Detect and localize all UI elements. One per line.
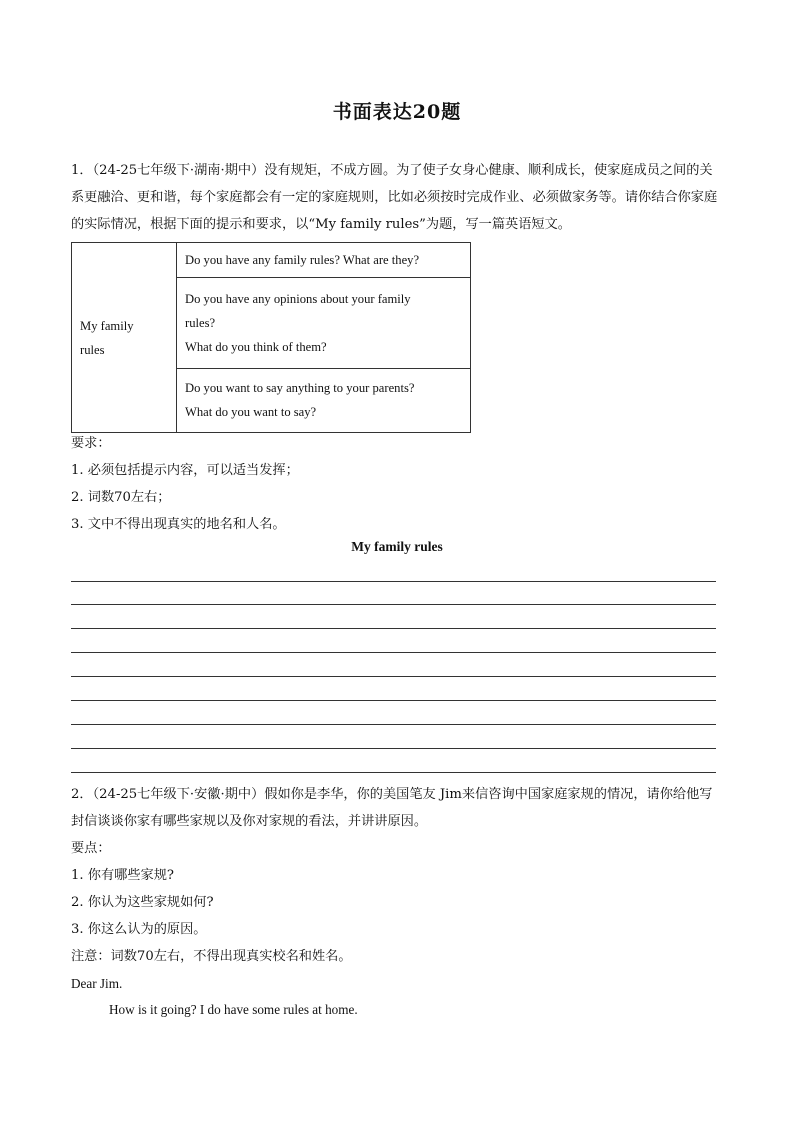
- point-1: 1. 你有哪些家规?: [71, 868, 174, 883]
- writing-line[interactable]: [71, 581, 716, 605]
- essay-title: My family rules: [351, 539, 443, 554]
- table-label-line2: rules: [80, 342, 105, 357]
- points-heading: 要点：: [71, 841, 111, 856]
- prompt-3-line1: Do you want to say anything to your parents?: [185, 381, 415, 396]
- family-rules-table: [71, 242, 471, 433]
- writing-line[interactable]: [71, 653, 716, 677]
- note: 注意：词数70左右，不得出现真实校名和姓名。: [71, 949, 352, 964]
- writing-top-rule: [71, 581, 716, 582]
- prompt-2-line3: What do you think of them?: [185, 339, 327, 354]
- prompt-cell-3: [177, 368, 471, 432]
- page-title: 书面表达20题: [332, 101, 462, 123]
- requirement-1: 1. 必须包括提示内容，可以适当发挥；: [71, 463, 299, 478]
- writing-line[interactable]: [71, 725, 716, 749]
- prompt-3-line2: What do you want to say?: [185, 405, 317, 420]
- writing-line[interactable]: [71, 629, 716, 653]
- letter-opening: How is it going? I do have some rules at home.: [109, 1002, 358, 1017]
- question-1-intro: 1．（24-25七年级下·湖南·期中）没有规矩，不成方圆。为了使子女身心健康、顺利成长，使家庭成员之间的关系更融洽、更和谐，每个家庭都会有一定的家庭规则，比如必须按时完成作业、必须做家务等。请你结合你家庭的实际情况，根据下面的提示和要求，以“My family rules”为题，写一篇英语短文。: [71, 163, 718, 232]
- point-2: 2. 你认为这些家规如何?: [71, 895, 214, 910]
- requirement-3: 3. 文中不得出现真实的地名和人名。: [71, 517, 286, 532]
- requirements-heading: 要求：: [71, 436, 111, 451]
- writing-area[interactable]: [71, 581, 716, 773]
- writing-line[interactable]: [71, 701, 716, 725]
- prompt-2-line1: Do you have any opinions about your family: [185, 291, 411, 306]
- letter-salutation: Dear Jim.: [71, 976, 123, 991]
- prompt-cell-1: [177, 243, 471, 278]
- table-label-line1: My family: [80, 318, 134, 333]
- point-3: 3. 你这么认为的原因。: [71, 922, 207, 937]
- prompt-2-line2: rules?: [185, 315, 216, 330]
- writing-line[interactable]: [71, 749, 716, 773]
- writing-line[interactable]: [71, 677, 716, 701]
- table-label-cell: [72, 243, 177, 433]
- prompt-cell-2: [177, 277, 471, 368]
- question-2-intro: 2．（24-25七年级下·安徽·期中）假如你是李华，你的美国笔友 Jim来信咨询中国家庭家规的情况，请你给他写封信谈谈你家有哪些家规以及你对家规的看法，并讲讲原因。: [71, 787, 713, 829]
- writing-line[interactable]: [71, 605, 716, 629]
- prompt-1-line1: Do you have any family rules? What are they?: [185, 252, 420, 267]
- requirement-2: 2. 词数70左右；: [71, 490, 171, 505]
